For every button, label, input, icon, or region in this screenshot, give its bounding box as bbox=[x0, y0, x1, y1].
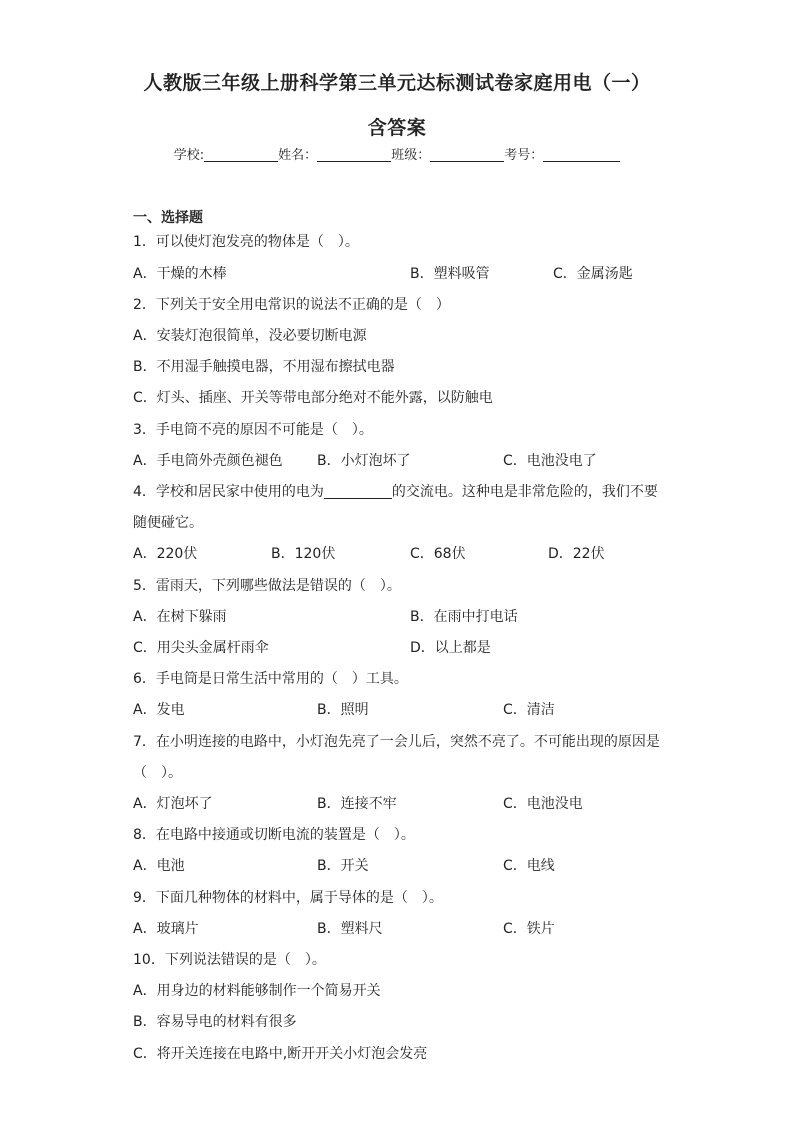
doc-title-line1: 人教版三年级上册科学第三单元达标测试卷家庭用电（一） bbox=[143, 72, 651, 94]
option: A．灯泡坏了 bbox=[133, 796, 213, 812]
option: C．用尖头金属杆雨伞 bbox=[133, 640, 269, 656]
stem-part: 4．学校和居民家中使用的电为 bbox=[133, 484, 324, 500]
doc-title-line2: 含答案 bbox=[367, 117, 427, 139]
question-stem: 3．手电筒不亮的原因不可能是（ ）。 bbox=[133, 422, 373, 438]
name-blank bbox=[317, 147, 391, 162]
question-stem: 1．可以使灯泡发亮的物体是（ ）。 bbox=[133, 234, 359, 250]
option: B．120伏 bbox=[271, 546, 336, 562]
option: B．不用湿手触摸电器，不用湿布擦拭电器 bbox=[133, 359, 395, 375]
option: A．用身边的材料能够制作一个简易开关 bbox=[133, 983, 381, 999]
option: A．玻璃片 bbox=[133, 921, 199, 937]
option: A．发电 bbox=[133, 702, 185, 718]
answer-blank bbox=[324, 484, 392, 499]
option: B．在雨中打电话 bbox=[410, 609, 518, 625]
option: D．22伏 bbox=[548, 546, 605, 562]
option: A．手电筒外壳颜色褪色 bbox=[133, 453, 283, 469]
question-stem: 9．下面几种物体的材料中，属于导体的是（ ）。 bbox=[133, 890, 443, 906]
option: D．以上都是 bbox=[410, 640, 491, 656]
question-stem: 2．下列关于安全用电常识的说法不正确的是（ ） bbox=[133, 297, 450, 313]
question-stem bbox=[133, 483, 658, 501]
option: B．开关 bbox=[317, 858, 369, 874]
class-blank bbox=[430, 147, 504, 162]
school-blank bbox=[204, 147, 278, 162]
student-info-line bbox=[0, 144, 794, 163]
option: C．铁片 bbox=[503, 921, 555, 937]
school-label: 学校: bbox=[173, 148, 205, 163]
question-stem: 5．雷雨天，下列哪些做法是错误的（ ）。 bbox=[133, 578, 401, 594]
name-label: 姓名： bbox=[278, 148, 318, 163]
option: A．220伏 bbox=[133, 546, 198, 562]
option: C．电线 bbox=[503, 858, 555, 874]
option: B．容易导电的材料有很多 bbox=[133, 1014, 297, 1030]
question-stem: 6．手电筒是日常生活中常用的（ ）工具。 bbox=[133, 671, 408, 687]
option: A．干燥的木棒 bbox=[133, 266, 227, 282]
class-label: 班级： bbox=[391, 148, 431, 163]
option: C．金属汤匙 bbox=[553, 266, 633, 282]
option: A．电池 bbox=[133, 858, 185, 874]
question-stem-cont: （ ）。 bbox=[133, 765, 182, 781]
option: C．清洁 bbox=[503, 702, 555, 718]
option: C．将开关连接在电路中,断开开关小灯泡会发亮 bbox=[133, 1046, 428, 1062]
option: B．连接不牢 bbox=[317, 796, 397, 812]
exam-no-blank bbox=[543, 147, 620, 162]
exam-no-label: 考号： bbox=[504, 148, 544, 163]
question-stem: 10．下列说法错误的是（ ）。 bbox=[133, 952, 326, 968]
option: A．安装灯泡很简单，没必要切断电源 bbox=[133, 328, 367, 344]
option: B．照明 bbox=[317, 702, 369, 718]
option: C．灯头、插座、开关等带电部分绝对不能外露，以防触电 bbox=[133, 390, 493, 406]
option: C．电池没电了 bbox=[503, 453, 597, 469]
option: C．电池没电 bbox=[503, 796, 583, 812]
option: C．68伏 bbox=[410, 546, 466, 562]
question-stem: 7．在小明连接的电路中，小灯泡先亮了一会儿后，突然不亮了。不可能出现的原因是 bbox=[133, 734, 660, 750]
option: A．在树下躲雨 bbox=[133, 609, 227, 625]
question-stem: 8．在电路中接通或切断电流的装置是（ ）。 bbox=[133, 827, 415, 843]
option: B．塑料尺 bbox=[317, 921, 383, 937]
question-stem-cont: 随便碰它。 bbox=[133, 515, 203, 531]
section-heading: 一、选择题 bbox=[133, 210, 203, 226]
option: B．小灯泡坏了 bbox=[317, 453, 411, 469]
option: B．塑料吸管 bbox=[410, 266, 490, 282]
stem-part: 的交流电。这种电是非常危险的，我们不要 bbox=[391, 484, 658, 500]
